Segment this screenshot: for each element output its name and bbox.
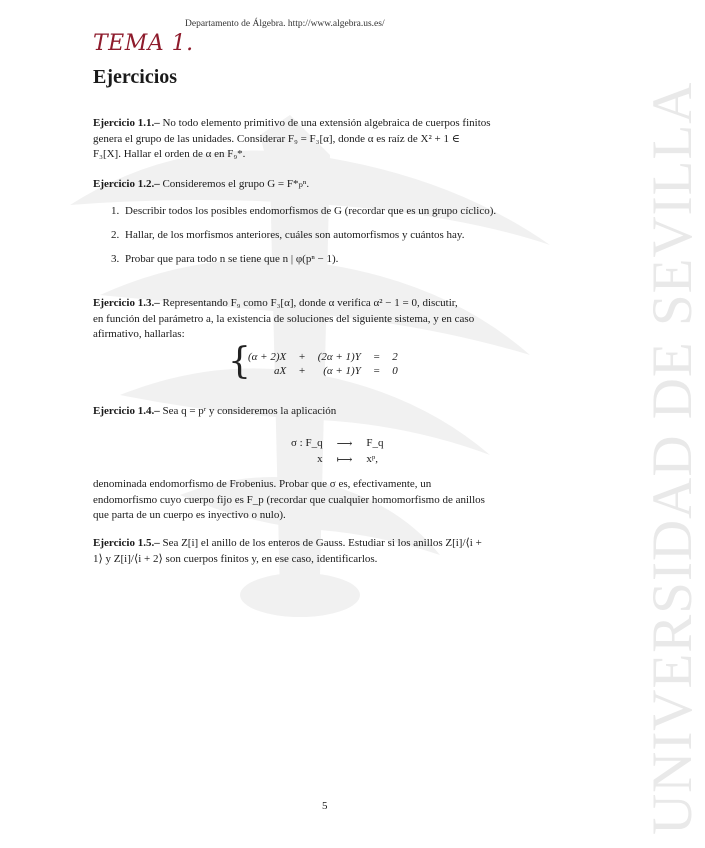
exercise-label: Ejercicio 1.5.– xyxy=(93,537,160,549)
brace: { xyxy=(228,341,251,382)
page-number: 5 xyxy=(322,800,328,812)
exercise-label: Ejercicio 1.1.– xyxy=(93,117,160,129)
exercise-text: denominada endomorfismo de Frobenius. Probar que σ es, efectivamente, un xyxy=(93,478,432,490)
exercise-text: en función del parámetro a, la existencia de soluciones del siguiente sistema, y en caso xyxy=(93,312,475,325)
frobenius-map: σ : F_q ⟶ F_q x ⟼ xᵖ, xyxy=(291,437,384,466)
exercise-1-4 xyxy=(93,404,563,420)
exercise-label: Ejercicio 1.2.– xyxy=(93,178,160,190)
exercise-label: Ejercicio 1.4.– xyxy=(93,405,160,417)
watermark-text: UNIVERSIDAD DE SEVILLA xyxy=(641,81,704,835)
exercise-text: F₃[X]. Hallar el orden de α en F₉*. xyxy=(93,148,246,160)
list-item: 2. Hallar, de los morfismos anteriores, cuáles son automorfismos y cuántos hay. xyxy=(111,229,465,241)
exercise-label: Ejercicio 1.3.– xyxy=(93,297,160,309)
exercise-1-1 xyxy=(93,116,563,163)
exercise-text: No todo elemento primitivo de una extensión algebraica de cuerpos finitos xyxy=(162,117,491,129)
exercise-1-5 xyxy=(93,536,563,567)
exercise-text: Sea q = pʳ y consideremos la aplicación xyxy=(162,405,337,417)
page-header: Departamento de Álgebra. http://www.algebra.us.es/ xyxy=(185,19,385,29)
exercise-text: genera el grupo de las unidades. Considerar F₉ = F₃[α], donde α es raíz de X² + 1 ∈ xyxy=(93,132,460,145)
exercise-text: Representando F₉ como F₃[α], donde α verifica α² − 1 = 0, discutir, xyxy=(162,297,458,309)
exercise-text: endomorfismo cuyo cuerpo fijo es F_p (recordar que cualquier homomorfismo de anillos xyxy=(93,493,485,506)
exercise-text: Sea Z[i] el anillo de los enteros de Gauss. Estudiar si los anillos Z[i]/⟨i + xyxy=(162,537,482,549)
exercise-text: Consideremos el grupo G = F*ₚⁿ. xyxy=(162,178,310,190)
list-item: 3. Probar que para todo n se tiene que n | φ(pⁿ − 1). xyxy=(111,253,339,265)
page-title: Ejercicios xyxy=(93,66,178,88)
exercise-1-3 xyxy=(93,296,563,343)
exercise-1-4-continued xyxy=(93,477,563,524)
chapter-tag: TEMA 1. xyxy=(93,31,194,56)
exercise-1-2 xyxy=(93,177,563,193)
exercise-text: 1⟩ y Z[i]/⟨i + 2⟩ son cuerpos finitos y, en ese caso, identificarlos. xyxy=(93,552,378,565)
exercise-text: afirmativo, hallarlas: xyxy=(93,328,185,340)
list-item: 1. Describir todos los posibles endomorfismos de G (recordar que es un grupo cíclico). xyxy=(111,205,497,217)
exercise-text: que parta de un cuerpo es inyectivo o nulo). xyxy=(93,509,286,521)
document-page: UNIVERSIDAD DE SEVILLA Departamento de Álgebra. http://www.algebra.us.es/ TEMA 1. Ejercicios Ejercicio 1.1.– No todo elemento primitivo de una extensión algebraica de cuerpos finitos genera el grupo de las unidades. Considerar F₉ = F₃[α], donde α es raíz de X² + 1 ∈ F₃[X]. Hallar el orden de α en F₉*. Ejercicio 1.2.– Consideremos el grupo G = F*ₚⁿ. 1. Describir todos los posibles endomorfismos de G (recordar que es un grupo cíclico). 2. Hallar, de los morfismos anteriores, cuáles son automorfismos y cuántos hay. 3. Probar que para todo n se tiene que n | φ(pⁿ − 1). Ejercicio 1.3.– Representando F₉ como F₃[α], donde α verifica α² − 1 = 0, discutir, en función del parámetro a, la existencia de soluciones del siguiente sistema, y en caso afirmativo, hallarlas: { (α + 2)X + (2α + 1)Y = 2 aX + (α + 1)Y = 0 Ejercicio 1.4.– Sea q = pʳ y consideremos la aplicación σ : F_q ⟶ F_q x ⟼ xᵖ, denominada endomorfismo de Frobenius. Probar que σ es, efectivamente, un endomorfismo cuyo cuerpo fijo es F_p (recordar que cualquier homomorfismo de anillos que parta de un cuerpo es inyectivo o nulo). Ejercicio 1.5.– Sea Z[i] el anillo de los enteros de Gauss. Estudiar si los anillos Z[i]/⟨i + 1⟩ y Z[i]/⟨i + 2⟩ son cuerpos finitos y, en ese caso, identificarlos. 5 xyxy=(0,0,655,848)
